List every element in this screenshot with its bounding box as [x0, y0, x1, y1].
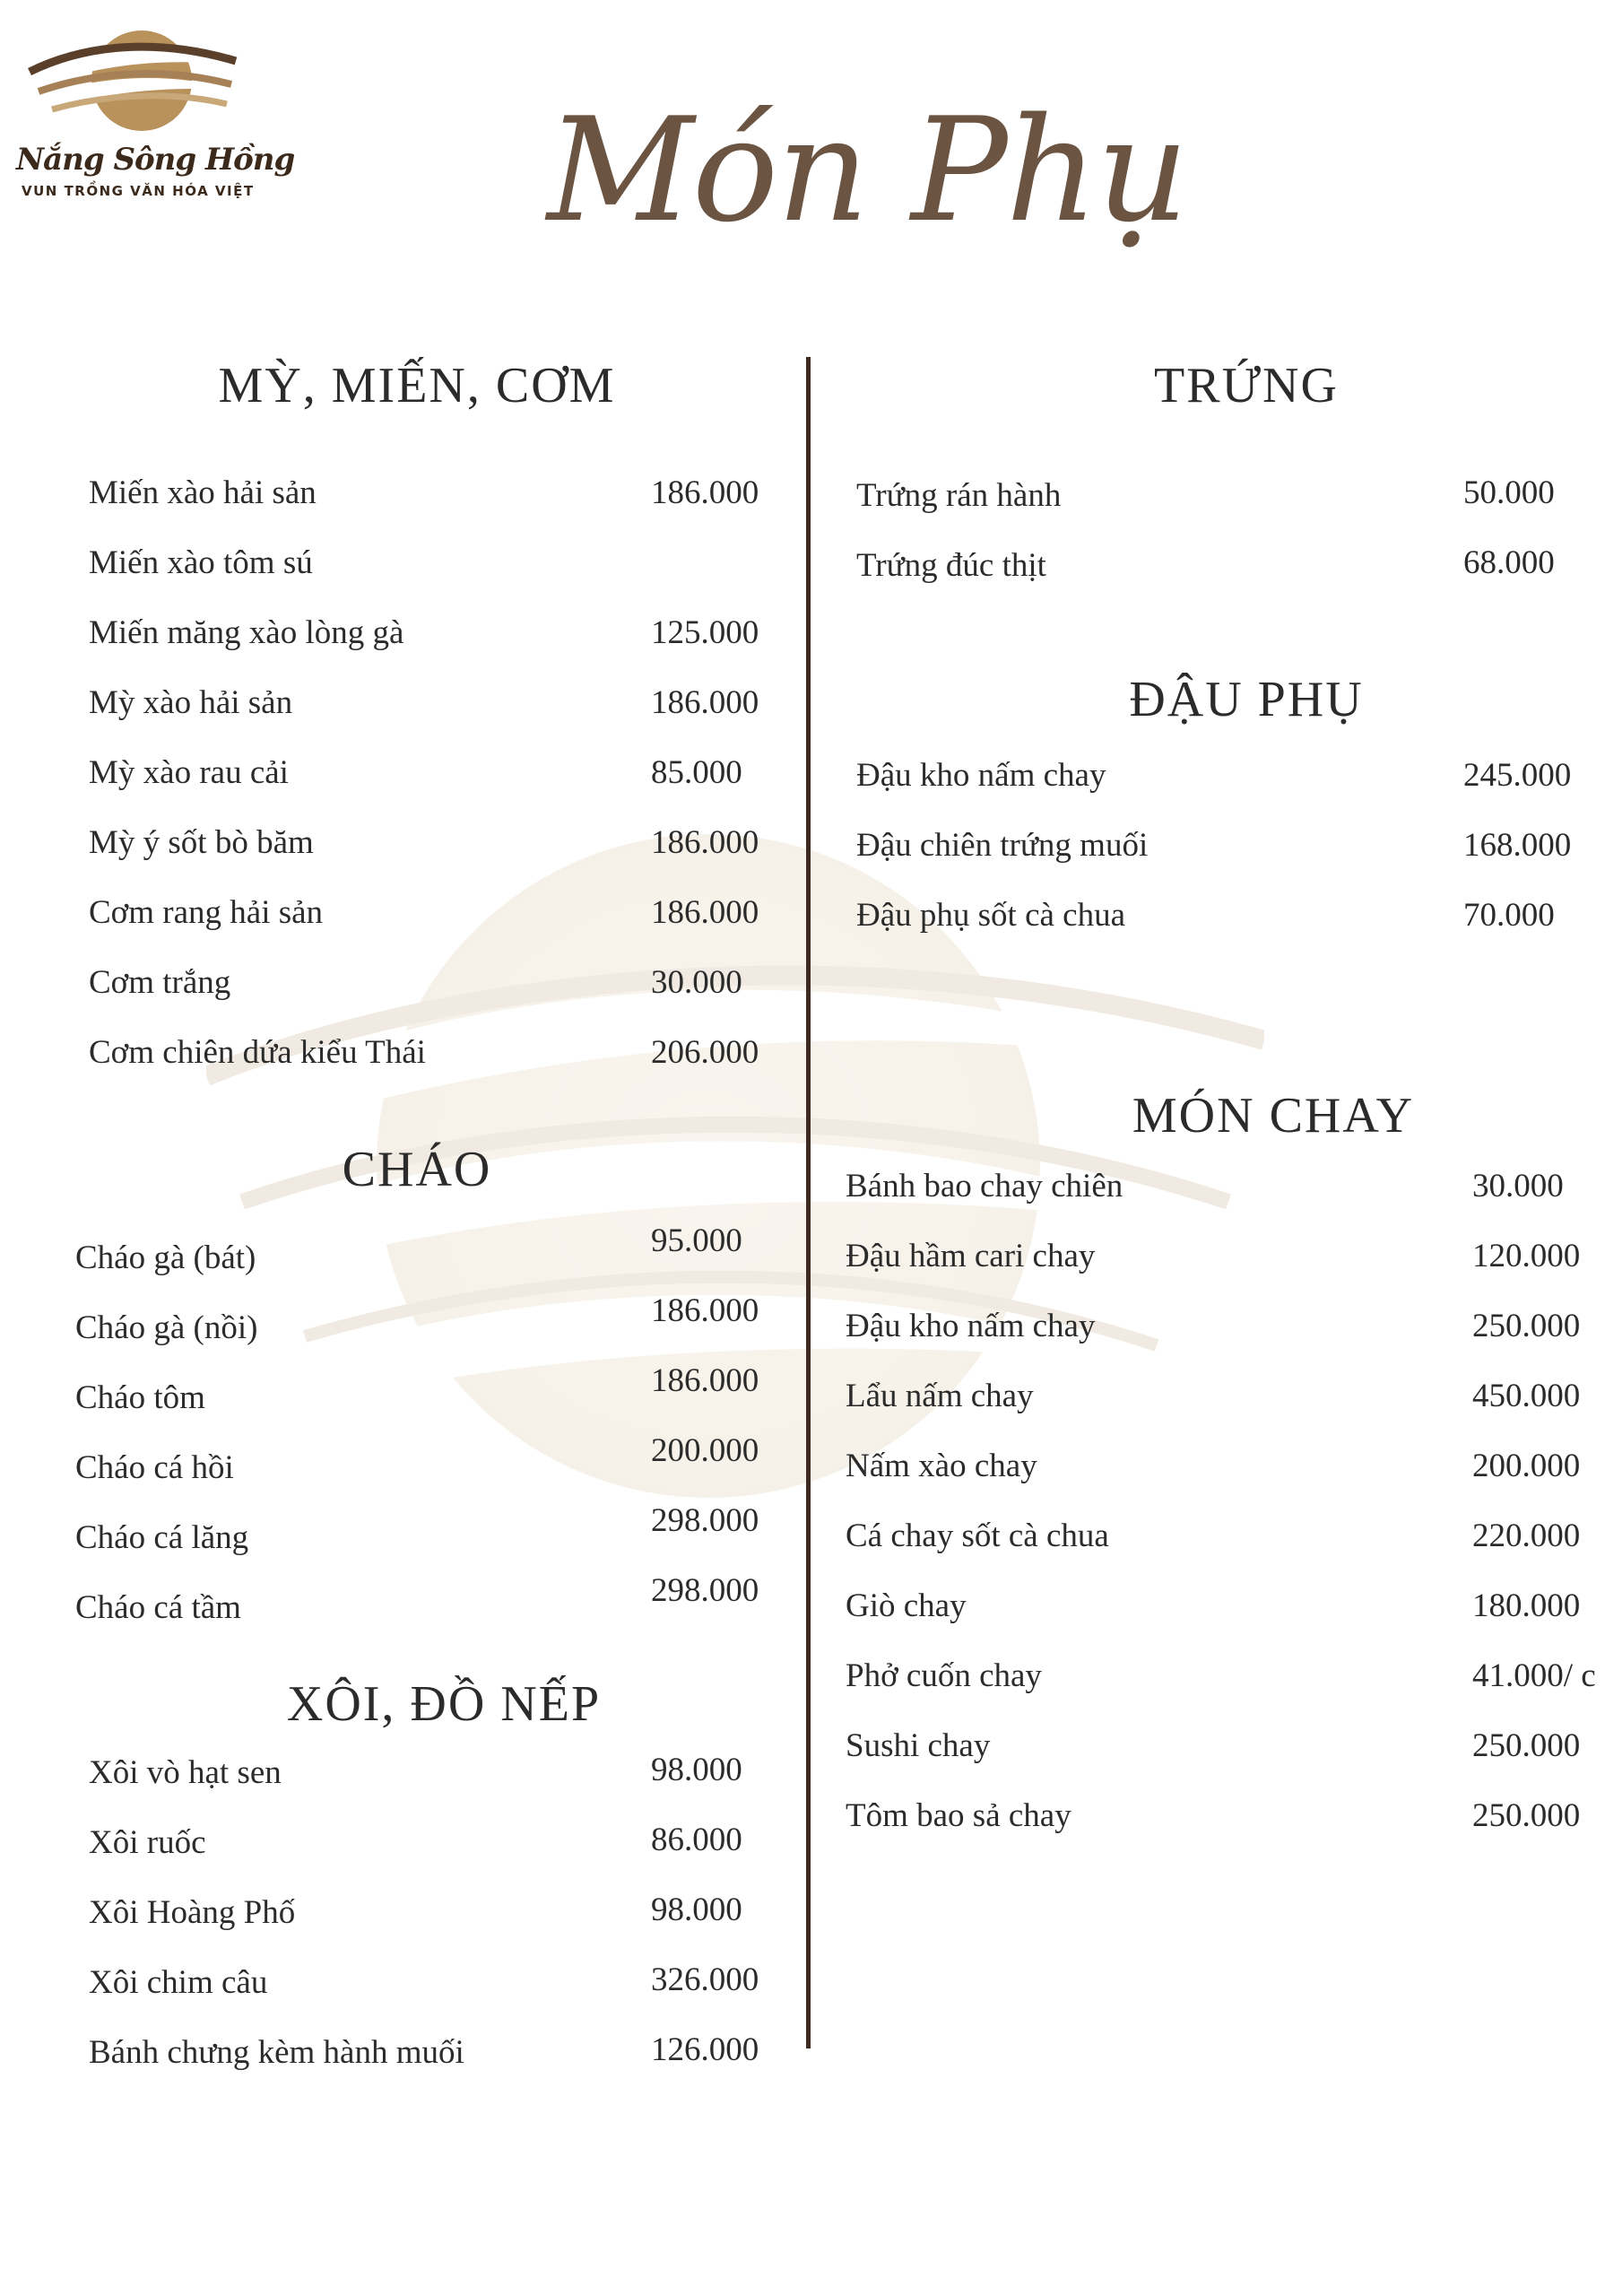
- menu-item-price: 206.000: [651, 1034, 759, 1071]
- menu-item-name: Mỳ ý sốt bò băm: [89, 824, 314, 861]
- menu-item-price: 200.000: [651, 1432, 759, 1469]
- menu-item-name: Đậu phụ sốt cà chua: [856, 897, 1126, 934]
- menu-item-price: 98.000: [651, 1752, 742, 1788]
- menu-item-price: 298.000: [651, 1572, 759, 1609]
- menu-item-price: 50.000: [1463, 474, 1555, 511]
- menu-item-name: Đậu chiên trứng muối: [856, 827, 1149, 864]
- menu-item-name: Xôi chim câu: [89, 1964, 268, 2001]
- menu-item-price: 125.000: [651, 614, 759, 651]
- menu-item-name: Xôi vò hạt sen: [89, 1754, 282, 1791]
- menu-item-price: 70.000: [1463, 897, 1555, 934]
- menu-item-price: 68.000: [1463, 544, 1555, 581]
- menu-item-name: Miến xào hải sản: [89, 474, 317, 511]
- column-divider: [806, 357, 811, 2048]
- menu-item-name: Cơm trắng: [89, 964, 231, 1001]
- menu-item-name: Cá chay sốt cà chua: [846, 1518, 1109, 1554]
- menu-item-name: Nấm xào chay: [846, 1448, 1037, 1484]
- section-heading-dau-phu: ĐẬU PHỤ: [1129, 672, 1364, 727]
- menu-item-name: Mỳ xào rau cải: [89, 754, 289, 791]
- brand-tagline: VUN TRỒNG VĂN HÓA VIỆT: [22, 183, 255, 199]
- menu-item-name: Cơm rang hải sản: [89, 894, 324, 931]
- menu-item-name: Sushi chay: [846, 1727, 991, 1764]
- menu-item-name: Cháo gà (bát): [75, 1239, 256, 1276]
- menu-item-price: 245.000: [1463, 757, 1572, 794]
- menu-item-name: Cháo cá hồi: [75, 1449, 234, 1486]
- menu-item-name: Đậu kho nấm chay: [856, 757, 1106, 794]
- brand-emblem-icon: [25, 16, 240, 142]
- menu-item-price: 98.000: [651, 1892, 742, 1928]
- menu-item-name: Cơm chiên dứa kiểu Thái: [89, 1034, 426, 1071]
- menu-item-name: Bánh chưng kèm hành muối: [89, 2034, 464, 2071]
- menu-item-name: Miến xào tôm sú: [89, 544, 313, 581]
- brand-name: Nắng Sông Hồng: [16, 142, 295, 178]
- brand-logo: [16, 16, 295, 204]
- menu-item-name: Cháo gà (nồi): [75, 1309, 258, 1346]
- menu-item-name: Trứng đúc thịt: [856, 547, 1046, 584]
- menu-item-price: 126.000: [651, 2031, 759, 2068]
- menu-item-name: Phở cuốn chay: [846, 1657, 1042, 1694]
- menu-item-price: 186.000: [651, 474, 759, 511]
- menu-item-name: Cháo tôm: [75, 1379, 205, 1416]
- menu-item-price: 180.000: [1472, 1587, 1581, 1624]
- menu-item-price: 41.000/ c: [1472, 1657, 1596, 1694]
- section-heading-mon-chay: MÓN CHAY: [1132, 1088, 1415, 1144]
- menu-item-price: 186.000: [651, 1292, 759, 1329]
- menu-item-name: Lẩu nấm chay: [846, 1378, 1034, 1414]
- menu-item-price: 85.000: [651, 754, 742, 791]
- menu-item-price: 30.000: [1472, 1168, 1564, 1205]
- menu-item-price: 250.000: [1472, 1308, 1581, 1344]
- menu-item-price: 186.000: [651, 824, 759, 861]
- menu-item-name: Trứng rán hành: [856, 477, 1062, 514]
- menu-item-name: Xôi ruốc: [89, 1824, 206, 1861]
- section-heading-chao: CHÁO: [342, 1142, 492, 1197]
- menu-item-price: 250.000: [1472, 1797, 1581, 1834]
- menu-item-name: Cháo cá lăng: [75, 1519, 249, 1556]
- menu-item-price: 168.000: [1463, 827, 1572, 864]
- section-heading-trung: TRỨNG: [1154, 358, 1339, 413]
- menu-item-price: 450.000: [1472, 1378, 1581, 1414]
- menu-item-price: 250.000: [1472, 1727, 1581, 1764]
- menu-item-price: 298.000: [651, 1502, 759, 1539]
- menu-item-price: 120.000: [1472, 1238, 1581, 1274]
- menu-item-name: Đậu hầm cari chay: [846, 1238, 1096, 1274]
- section-heading-my-mien-com: MỲ, MIẾN, CƠM: [218, 358, 616, 413]
- menu-item-price: 326.000: [651, 1961, 759, 1998]
- menu-item-price: 95.000: [651, 1222, 742, 1259]
- menu-item-price: 186.000: [651, 1362, 759, 1399]
- menu-item-price: 86.000: [651, 1822, 742, 1858]
- menu-item-price: 186.000: [651, 684, 759, 721]
- menu-item-name: Cháo cá tầm: [75, 1589, 241, 1626]
- page-title: Món Phụ: [547, 86, 1187, 254]
- menu-item-price: 200.000: [1472, 1448, 1581, 1484]
- menu-item-name: Mỳ xào hải sản: [89, 684, 293, 721]
- menu-item-name: Bánh bao chay chiên: [846, 1168, 1124, 1205]
- menu-item-name: Miến măng xào lòng gà: [89, 614, 404, 651]
- menu-item-name: Đậu kho nấm chay: [846, 1308, 1096, 1344]
- section-heading-xoi: XÔI, ĐỒ NẾP: [286, 1676, 602, 1732]
- menu-item-name: Giò chay: [846, 1587, 967, 1624]
- menu-item-price: 30.000: [651, 964, 742, 1001]
- menu-item-name: Xôi Hoàng Phố: [89, 1894, 296, 1931]
- menu-item-price: 220.000: [1472, 1518, 1581, 1554]
- menu-item-price: 186.000: [651, 894, 759, 931]
- menu-item-name: Tôm bao sả chay: [846, 1797, 1071, 1834]
